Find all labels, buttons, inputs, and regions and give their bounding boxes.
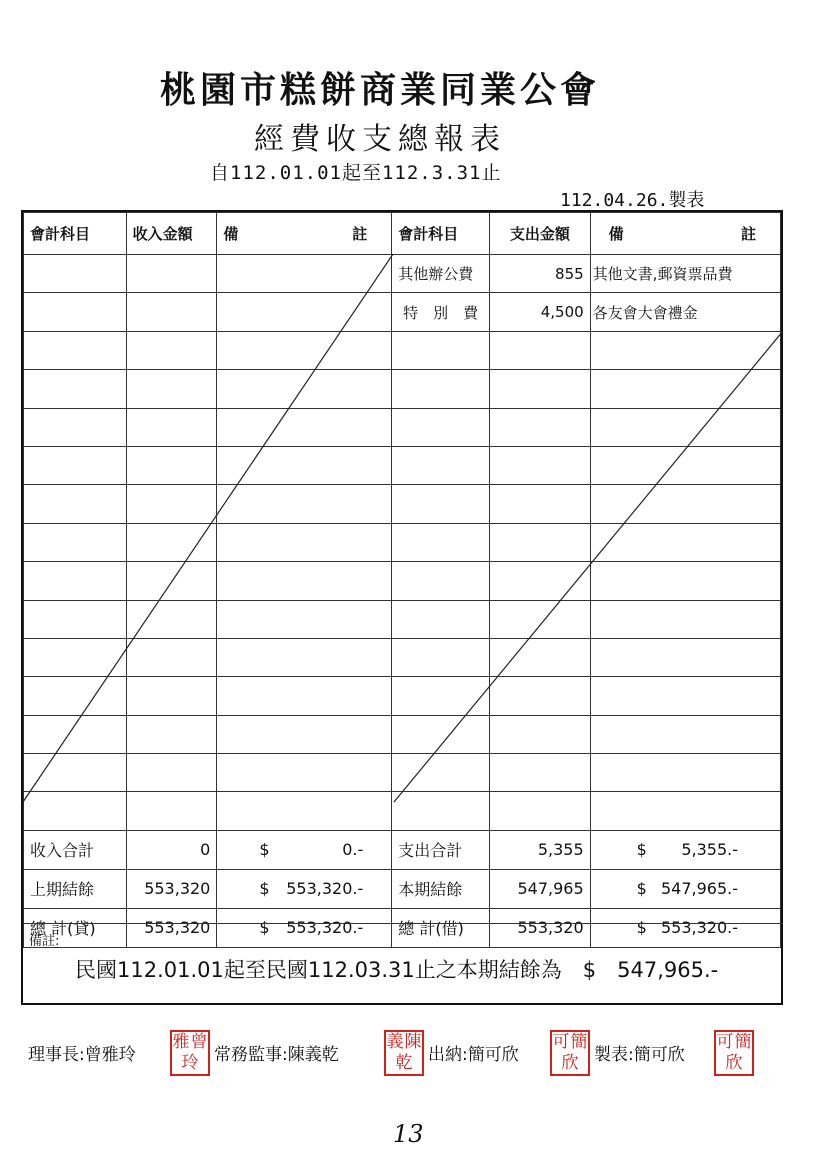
table-row (24, 792, 781, 830)
summary-total (217, 869, 392, 908)
cashier-seal (550, 1030, 590, 1076)
summary-total (217, 830, 392, 869)
summary-amount: 553,320 (126, 869, 217, 908)
signature-line (28, 1030, 798, 1080)
summary-amount: 553,320 (490, 908, 591, 947)
remark-header-right (590, 213, 780, 255)
ledger-table (23, 212, 781, 948)
org-name: 桃園市糕餅商業同業公會 (159, 69, 600, 111)
table-row (24, 370, 781, 408)
table-row (24, 408, 781, 446)
summary-amount: 5,355 (490, 830, 591, 869)
summary-total-value: 553,320.- (286, 918, 364, 938)
summary-total-value: 5,355.- (681, 840, 738, 860)
prepared-date: 112.04.26.製表 (560, 190, 705, 211)
remark-header-right-b: 註 (740, 225, 756, 243)
seal-char: 簡 (570, 1032, 588, 1052)
summary-label: 本期結餘 (392, 869, 490, 908)
table-row (24, 562, 781, 600)
currency-symbol: $ (636, 879, 647, 899)
currency-symbol: $ (259, 879, 270, 899)
seal-char: 曾 (190, 1032, 208, 1052)
expense-amount: 4,500 (490, 293, 591, 331)
summary-label: 總 計(貸) (24, 908, 127, 947)
income-amount-header: 收入金額 (126, 213, 217, 255)
summary-label: 上期結餘 (24, 869, 127, 908)
summary-total-value: 553,320.- (660, 918, 738, 938)
table-row (24, 715, 781, 753)
seal-char: 可 (552, 1032, 570, 1052)
table-row (24, 331, 781, 369)
table-row (24, 754, 781, 792)
remark-section (23, 923, 783, 1005)
currency-symbol: $ (636, 918, 647, 938)
summary-total-value: 547,965.- (660, 879, 738, 899)
seal-char: 可 (716, 1032, 734, 1052)
table-row (24, 600, 781, 638)
seal-char: 雅 (172, 1032, 190, 1052)
summary-label: 收入合計 (24, 830, 127, 869)
expense-subject-header: 會計科目 (392, 213, 490, 255)
report-title: 經費收支總報表 (254, 122, 506, 157)
cashier-signature: 出納:簡可欣 (428, 1045, 519, 1065)
supervisor-signature: 常務監事:陳義乾 (214, 1045, 339, 1065)
supervisor-seal (384, 1030, 424, 1076)
table-row (24, 677, 781, 715)
remark-header-left (217, 213, 392, 255)
summary-total (590, 869, 780, 908)
summary-total (590, 830, 780, 869)
table-row (24, 293, 781, 331)
seal-char: 陳 (404, 1032, 422, 1052)
page-number: 13 (393, 1120, 424, 1148)
chairman-seal (170, 1030, 210, 1076)
remark-text: 民國112.01.01起至民國112.03.31止之本期結餘為 $ 547,965.- (75, 958, 719, 982)
seal-char: 簡 (734, 1032, 752, 1052)
table-row (24, 446, 781, 484)
remark-header-left-a: 備 (223, 225, 239, 243)
expense-note: 其他文書,郵資票品費 (590, 255, 780, 293)
currency-symbol: $ (259, 918, 270, 938)
seal-char: 乾 (395, 1053, 413, 1073)
report-period: 自112.01.01起至112.3.31止 (210, 162, 502, 184)
income-subject-header: 會計科目 (24, 213, 127, 255)
header-row (24, 213, 781, 255)
preparer-signature: 製表:簡可欣 (594, 1045, 685, 1065)
remark-header-right-a: 備 (608, 225, 624, 243)
report-sheet (21, 210, 783, 1005)
seal-char: 欣 (725, 1053, 743, 1073)
summary-amount: 553,320 (126, 908, 217, 947)
expense-note: 各友會大會禮金 (590, 293, 780, 331)
summary-total-value: 0.- (342, 840, 364, 860)
summary-row (24, 869, 781, 908)
preparer-seal (714, 1030, 754, 1076)
currency-symbol: $ (259, 840, 270, 860)
chairman-signature: 理事長:曾雅玲 (28, 1045, 136, 1065)
summary-amount: 0 (126, 830, 217, 869)
summary-amount: 547,965 (490, 869, 591, 908)
summary-total-value: 553,320.- (286, 879, 364, 899)
summary-label: 支出合計 (392, 830, 490, 869)
remark-header-left-b: 註 (352, 225, 368, 243)
currency-symbol: $ (636, 840, 647, 860)
summary-row (24, 830, 781, 869)
table-row (24, 485, 781, 523)
table-row (24, 523, 781, 561)
seal-char: 玲 (181, 1053, 199, 1073)
remark-label: 備註: (29, 934, 60, 949)
seal-char: 義 (386, 1032, 404, 1052)
expense-amount: 855 (490, 255, 591, 293)
expense-subject: 特 別 費 (392, 293, 490, 331)
expense-amount-header: 支出金額 (490, 213, 591, 255)
summary-label: 總 計(借) (392, 908, 490, 947)
table-row (24, 638, 781, 676)
table-row (24, 255, 781, 293)
seal-char: 欣 (561, 1053, 579, 1073)
expense-subject: 其他辦公費 (392, 255, 490, 293)
